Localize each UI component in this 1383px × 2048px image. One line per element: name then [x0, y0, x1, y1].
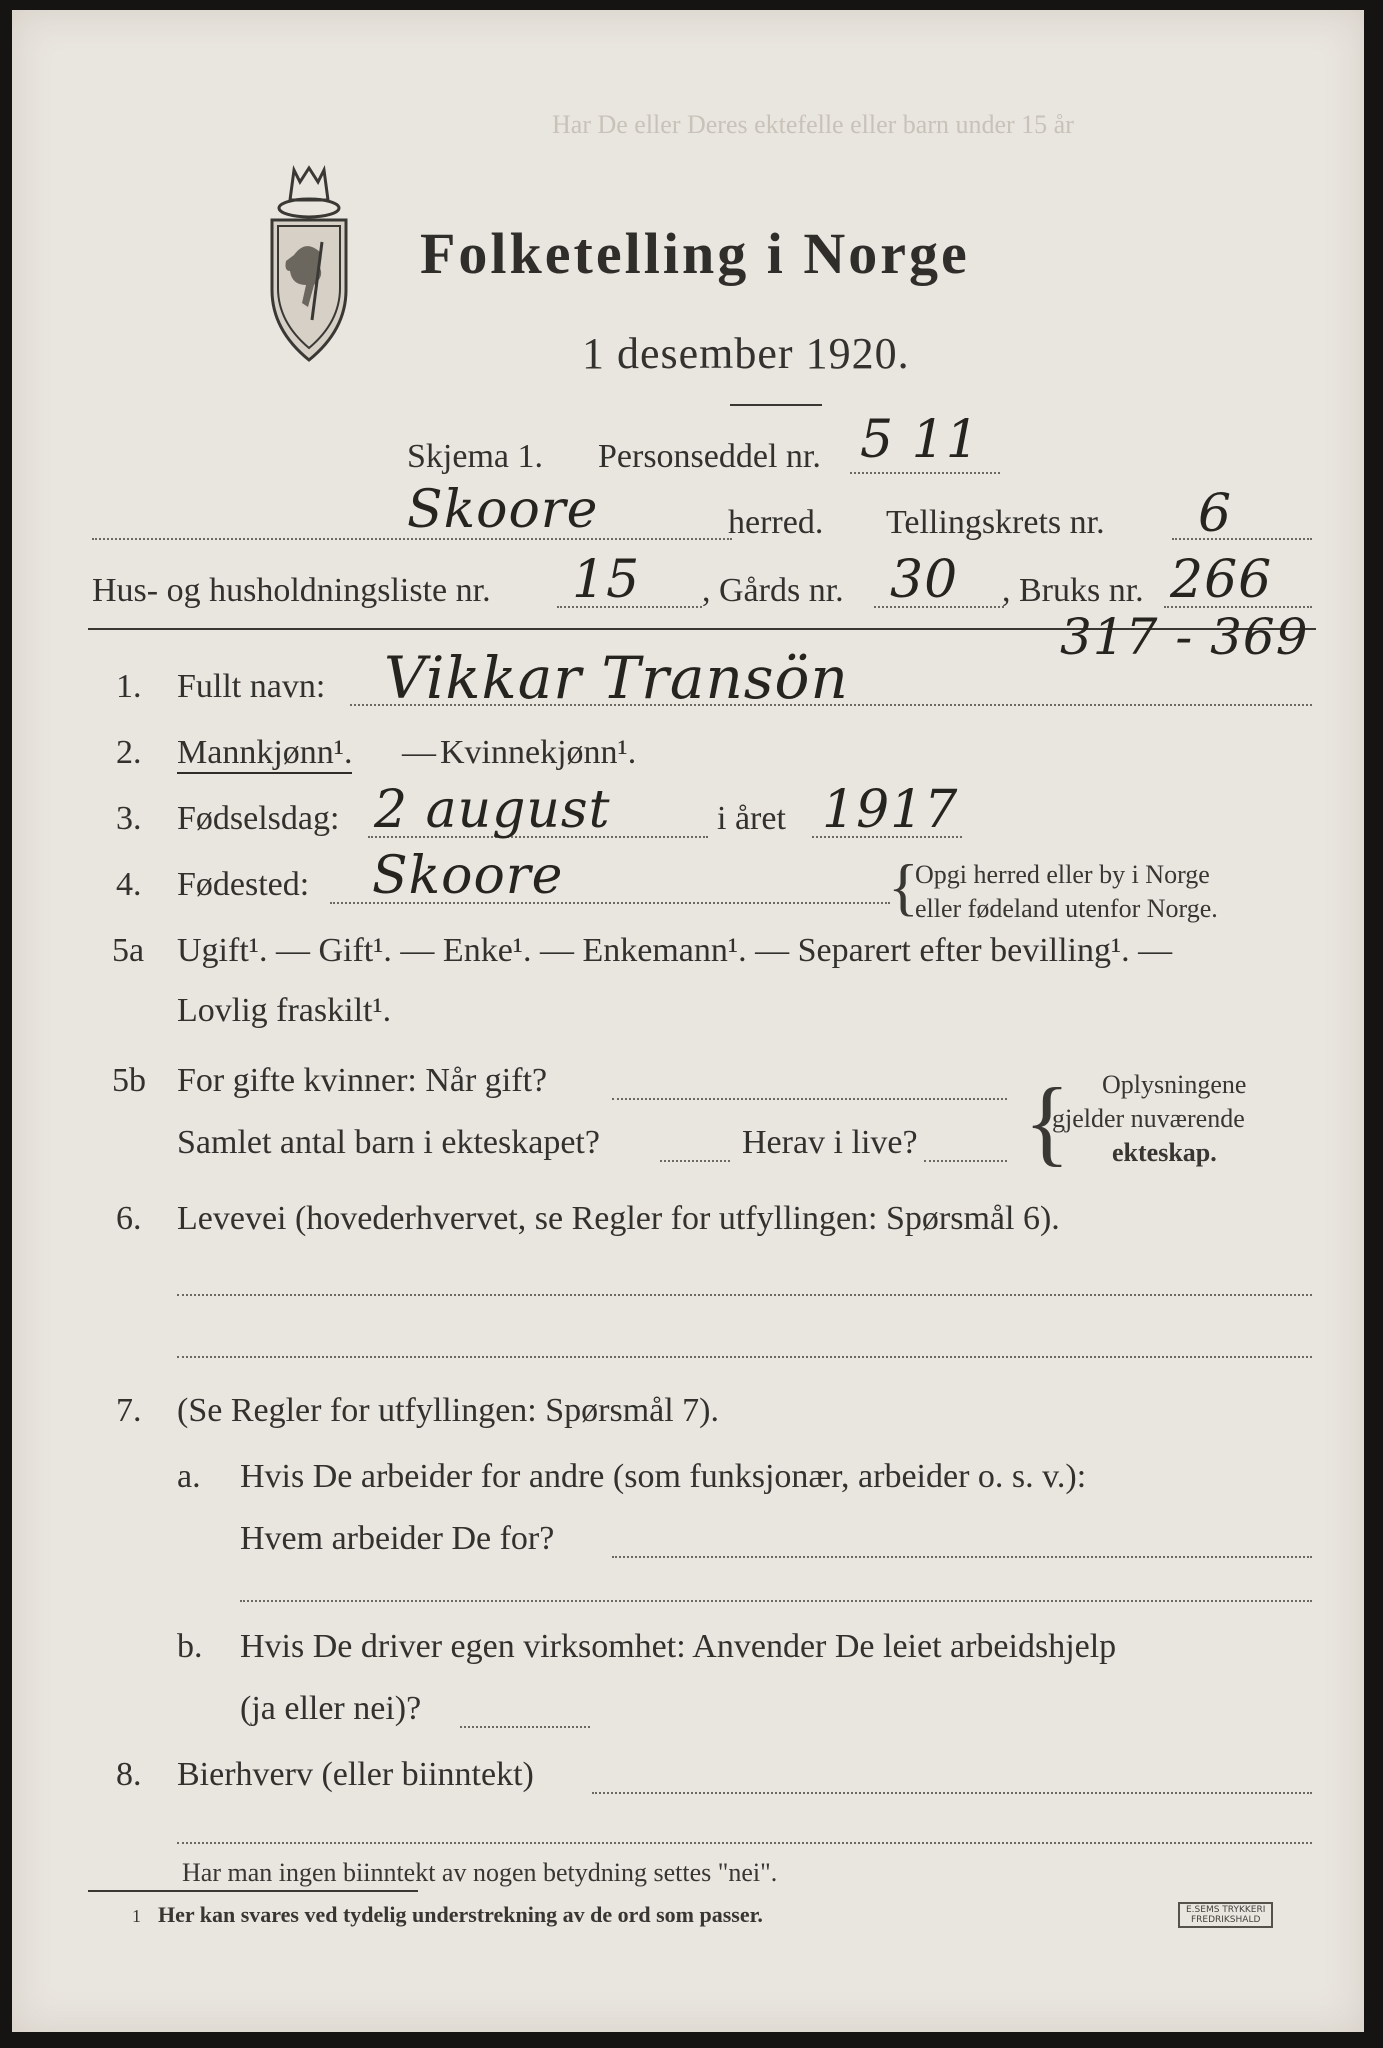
census-date: 1 desember 1920. [582, 329, 910, 378]
q5b-brace: { [1024, 1068, 1071, 1175]
title-divider [730, 404, 822, 406]
personseddel-label: Personseddel nr. [598, 438, 821, 475]
children-count-line [660, 1160, 730, 1162]
full-name-value: Vikkar Transön [384, 644, 849, 712]
q5b-number: 5b [112, 1062, 146, 1099]
side-income-label: Bierhverv (eller biinntekt) [177, 1756, 534, 1793]
employer-line-2 [240, 1600, 1312, 1602]
q3-number: 3. [116, 800, 142, 837]
married-when-label: For gifte kvinner: Når gift? [177, 1062, 548, 1099]
printer-stamp [1178, 1902, 1273, 1928]
q3-label: Fødselsdag: [177, 800, 340, 837]
q4-number: 4. [116, 866, 142, 903]
schema-label: Skjema 1. [407, 438, 543, 475]
marriage-note-2: gjelder nuværende [1052, 1104, 1245, 1133]
married-when-line [612, 1098, 1007, 1100]
coat-of-arms-icon [264, 160, 354, 370]
hired-help-line [460, 1726, 590, 1728]
husholdningsliste-value: 15 [572, 550, 641, 610]
occupation-label: Levevei (hovederhvervet, se Regler for utfyllingen: Spørsmål 6). [177, 1200, 1060, 1237]
q7b-letter: b. [177, 1628, 203, 1665]
gards-label: , Gårds nr. [702, 572, 844, 609]
q7a-question: Hvis De arbeider for andre (som funksjonær, arbeider o. s. v.): [240, 1458, 1087, 1495]
printer-stamp-line1: E.SEMS TRYKKERI [1186, 1905, 1266, 1915]
children-count-label: Samlet antal barn i ekteskapet? [177, 1124, 600, 1161]
side-income-note: Har man ingen biinntekt av nogen betydning settes "nei". [182, 1858, 778, 1887]
marital-status-divorced: Lovlig fraskilt¹. [177, 992, 392, 1029]
q4-label: Fødested: [177, 866, 310, 903]
q5a-number: 5a [112, 932, 145, 969]
tellingskrets-line [1172, 538, 1312, 540]
herred-value: Skoore [407, 480, 599, 540]
bruks-label: , Bruks nr. [1002, 572, 1144, 609]
marriage-note-3: ekteskap. [1112, 1138, 1217, 1167]
children-alive-label: Herav i live? [742, 1124, 918, 1161]
female-option: Kvinnekjønn¹. [440, 734, 637, 771]
q6-number: 6. [116, 1200, 142, 1237]
q7b-question: Hvis De driver egen virksomhet: Anvender De leiet arbeidshjelp [240, 1628, 1117, 1665]
side-income-line-1 [592, 1792, 1312, 1794]
occupation-line-1 [177, 1294, 1312, 1296]
occupation-line-2 [177, 1356, 1312, 1358]
male-option: Mannkjønn¹. [177, 734, 352, 774]
bleed-through-text: Har De eller Deres ektefelle eller barn under 15 år [552, 110, 1074, 139]
q8-number: 8. [116, 1756, 142, 1793]
bruks-value: 266 [1170, 550, 1273, 610]
q1-label: Fullt navn: [177, 668, 326, 705]
q2-separator: — [402, 734, 436, 771]
footnote-text: Her kan svares ved tydelig understrekning av de ord som passer. [158, 1902, 763, 1927]
birthplace-note-2: eller fødeland utenfor Norge. [915, 894, 1218, 923]
personseddel-value: 5 11 [860, 410, 980, 470]
q7-label: (Se Regler for utfyllingen: Spørsmål 7). [177, 1392, 720, 1429]
tellingskrets-label: Tellingskrets nr. [886, 504, 1105, 541]
year-value: 1917 [822, 780, 959, 840]
tellingskrets-value: 6 [1198, 484, 1233, 544]
employer-line-1 [612, 1556, 1312, 1558]
q2-number: 2. [116, 734, 142, 771]
q7a-letter: a. [177, 1458, 201, 1495]
birthplace-value: Skoore [372, 846, 564, 906]
q4-brace: { [888, 851, 919, 922]
birthday-value: 2 august [374, 780, 611, 840]
page-title: Folketelling i Norge [420, 221, 970, 286]
gards-value: 30 [890, 550, 959, 610]
employer-label: Hvem arbeider De for? [240, 1520, 555, 1557]
q1-number: 1. [116, 668, 142, 705]
side-income-line-2 [177, 1842, 1312, 1844]
hired-help-label: (ja eller nei)? [240, 1690, 422, 1727]
footnote-marker: 1 [132, 1906, 141, 1926]
marital-status-options: Ugift¹. — Gift¹. — Enke¹. — Enkemann¹. — Separert efter bevilling¹. — [177, 932, 1173, 969]
printer-stamp-line2: FREDRIKSHALD [1190, 1915, 1261, 1925]
q7-number: 7. [116, 1392, 142, 1429]
birthplace-note-1: Opgi herred eller by i Norge [915, 860, 1210, 889]
year-label: i året [717, 800, 786, 837]
herred-label: herred. [728, 504, 824, 541]
husholdningsliste-label: Hus- og husholdningsliste nr. [92, 572, 491, 609]
personseddel-line [850, 472, 1000, 474]
census-form [12, 10, 1364, 2032]
children-alive-line [924, 1160, 1007, 1162]
full-name-annotation: 317 - 369 [1060, 608, 1309, 666]
marriage-note-1: Oplysningene [1102, 1070, 1247, 1099]
footnote-rule [88, 1890, 418, 1892]
